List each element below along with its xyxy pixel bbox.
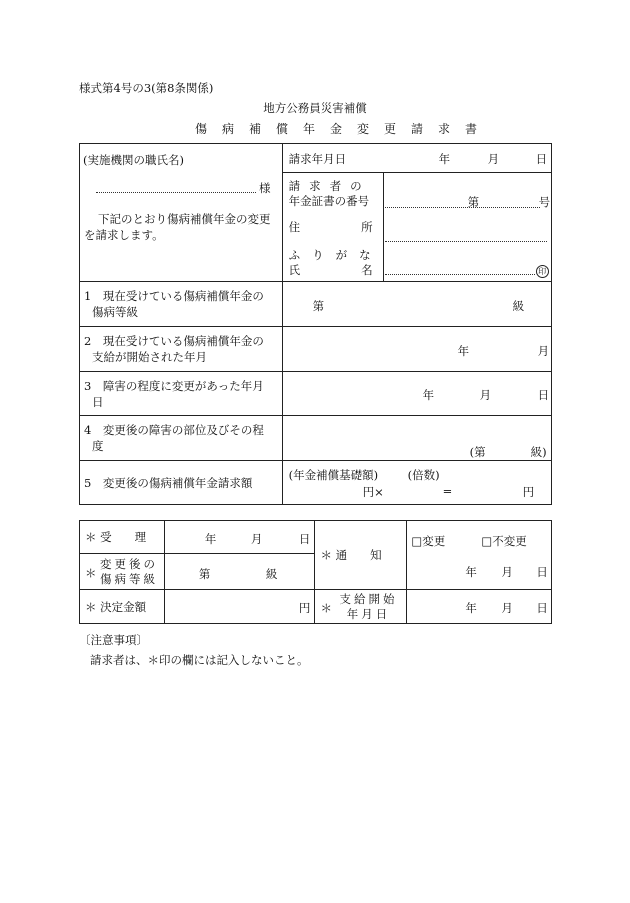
- month-label: 月: [487, 152, 500, 166]
- row5-equals: =: [442, 484, 453, 498]
- row2-label: 2 現在受けている傷病補償年金の 支給が開始された年月: [80, 327, 283, 372]
- cert-dai-label: 第: [467, 195, 480, 209]
- day-label: 日: [535, 152, 548, 166]
- receipt-month: 月: [250, 532, 263, 546]
- grade-value-cell[interactable]: [164, 554, 315, 590]
- row2-value[interactable]: [282, 327, 551, 372]
- grade-label: 変更後の 傷病等級: [100, 557, 158, 586]
- row1-value[interactable]: [282, 282, 551, 327]
- grade-kyu: 級: [265, 567, 278, 581]
- form-number: 様式第4号の3(第8条関係): [79, 81, 214, 95]
- start-label-cell: [315, 590, 407, 624]
- seal-mark: 印: [536, 263, 549, 278]
- form-title: 傷病補償年金変更請求書: [195, 122, 493, 136]
- notice-label-cell: ＊ 通 知: [315, 521, 407, 590]
- changed-checkbox[interactable]: □変更: [411, 534, 446, 548]
- row5-base-label: (年金補償基礎額): [288, 468, 379, 482]
- claimant-cell: [282, 144, 551, 282]
- grade-dai: 第: [198, 567, 211, 581]
- request-date-row: [283, 144, 551, 173]
- agency-label: (実施機関の職氏名): [83, 153, 184, 167]
- request-text-2: を請求します。: [84, 228, 164, 242]
- row3-value[interactable]: [282, 372, 551, 416]
- row5-yen: 円: [522, 485, 535, 499]
- request-table: [79, 143, 552, 505]
- start-label: 支給開始 年月日: [339, 592, 398, 621]
- row5-value[interactable]: [282, 461, 551, 505]
- form-subtitle: 地方公務員災害補償: [263, 101, 367, 115]
- row5-ratio-label: (倍数): [407, 468, 440, 482]
- notice-day: 日: [536, 565, 548, 579]
- row1-dai: 第: [312, 299, 325, 313]
- row3-day: 日: [537, 388, 550, 402]
- office-use-table: [79, 520, 552, 624]
- decided-yen: 円: [298, 601, 311, 615]
- notice-value-cell[interactable]: [407, 521, 552, 590]
- notes-text: 請求者は、＊印の欄には記入しないこと。: [90, 653, 309, 667]
- notice-month: 月: [501, 565, 513, 579]
- row3-label: 3 障害の程度に変更があった年月 日: [80, 372, 283, 416]
- unchanged-checkbox[interactable]: □不変更: [481, 534, 527, 548]
- row2-month: 月: [537, 344, 550, 358]
- address-line[interactable]: [385, 241, 547, 242]
- notes-heading: 〔注意事項〕: [79, 633, 148, 647]
- request-text-1: 下記のとおり傷病補償年金の変更: [98, 212, 271, 226]
- row5-yen-times: 円×: [362, 485, 384, 499]
- request-date-label: 請求年月日: [288, 152, 347, 166]
- claimant-labels: [283, 172, 384, 281]
- row4-label: 4 変更後の障害の部位及びその程 度: [80, 416, 283, 461]
- decided-label-cell: ＊ 決定金額: [80, 590, 165, 624]
- name-label: 氏 名: [288, 263, 373, 277]
- address-label: 住 所: [288, 220, 373, 234]
- notice-year: 年: [465, 565, 477, 579]
- start-date-cell[interactable]: [407, 590, 552, 624]
- row3-year: 年: [422, 388, 435, 402]
- row4-value[interactable]: [282, 416, 551, 461]
- agency-name-line[interactable]: [96, 192, 256, 193]
- grade-asterisk: ＊: [85, 566, 97, 580]
- receipt-day: 日: [298, 532, 311, 546]
- cert-number-line[interactable]: [385, 207, 540, 208]
- cert-go-label: 号: [538, 195, 551, 209]
- receipt-label-cell: ＊ 受 理: [80, 521, 165, 554]
- grade-label-cell: [80, 554, 165, 590]
- row5-label: 5 変更後の傷病補償年金請求額: [80, 461, 283, 505]
- sama-label: 様: [259, 181, 271, 195]
- row2-year: 年: [457, 344, 470, 358]
- start-asterisk: ＊: [320, 601, 332, 615]
- row1-label: 1 現在受けている傷病補償年金の 傷病等級: [80, 282, 283, 327]
- row1-kyu: 級: [512, 299, 525, 313]
- row3-month: 月: [479, 388, 492, 402]
- receipt-date-cell[interactable]: [164, 521, 315, 554]
- agency-cell: [80, 144, 283, 282]
- start-year: 年: [465, 601, 477, 615]
- cert-label-2: 年金証書の番号: [288, 194, 370, 208]
- start-day: 日: [536, 601, 548, 615]
- row4-dai: (第: [469, 445, 486, 459]
- receipt-year: 年: [204, 532, 217, 546]
- name-line[interactable]: [385, 274, 535, 275]
- decided-value-cell[interactable]: [164, 590, 315, 624]
- cert-label-1: 請求者の: [288, 179, 371, 193]
- furigana-label: ふりがな: [288, 248, 383, 262]
- row4-kyu: 級): [530, 445, 547, 459]
- year-label: 年: [438, 152, 451, 166]
- start-month: 月: [501, 601, 513, 615]
